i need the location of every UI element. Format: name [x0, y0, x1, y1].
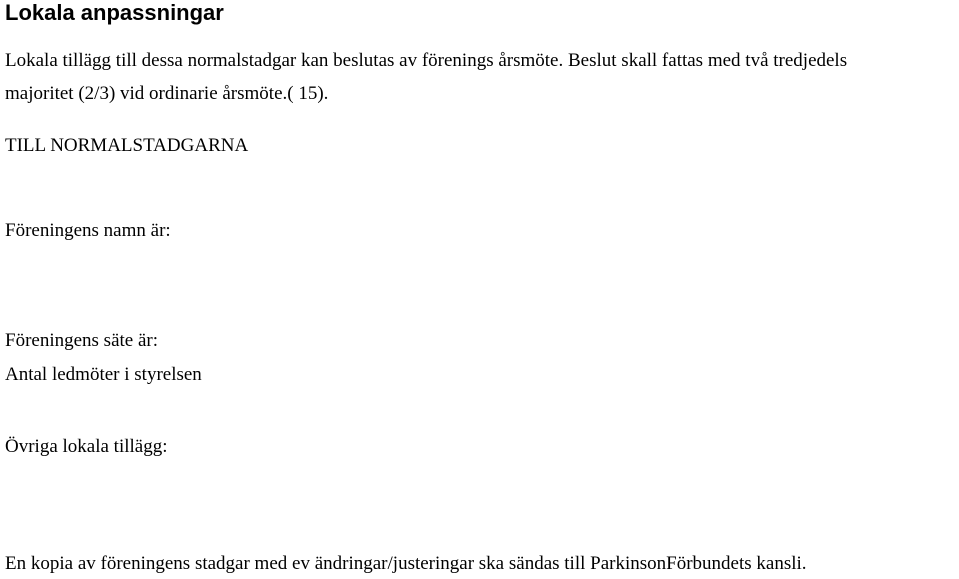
- field-label-other-additions: Övriga lokala tillägg:: [5, 436, 168, 457]
- field-label-board-members: Antal ledmöter i styrelsen: [5, 364, 202, 385]
- field-label-association-seat: Föreningens säte är:: [5, 330, 159, 351]
- field-label-association-name: Föreningens namn är:: [5, 220, 171, 241]
- section-subheading: TILL NORMALSTADGARNA: [5, 135, 249, 156]
- intro-paragraph-line-1: Lokala tillägg till dessa normalstadgar kan beslutas av förenings årsmöte. Beslut skall fattas med två tredjedels: [5, 50, 848, 71]
- intro-paragraph-line-2: majoritet (2/3) vid ordinarie årsmöte.( 15).: [5, 83, 329, 104]
- footer-note: En kopia av föreningens stadgar med ev ändringar/justeringar ska sändas till ParkinsonFörbundets kansli.: [5, 553, 807, 574]
- page-title: Lokala anpassningar: [5, 0, 224, 25]
